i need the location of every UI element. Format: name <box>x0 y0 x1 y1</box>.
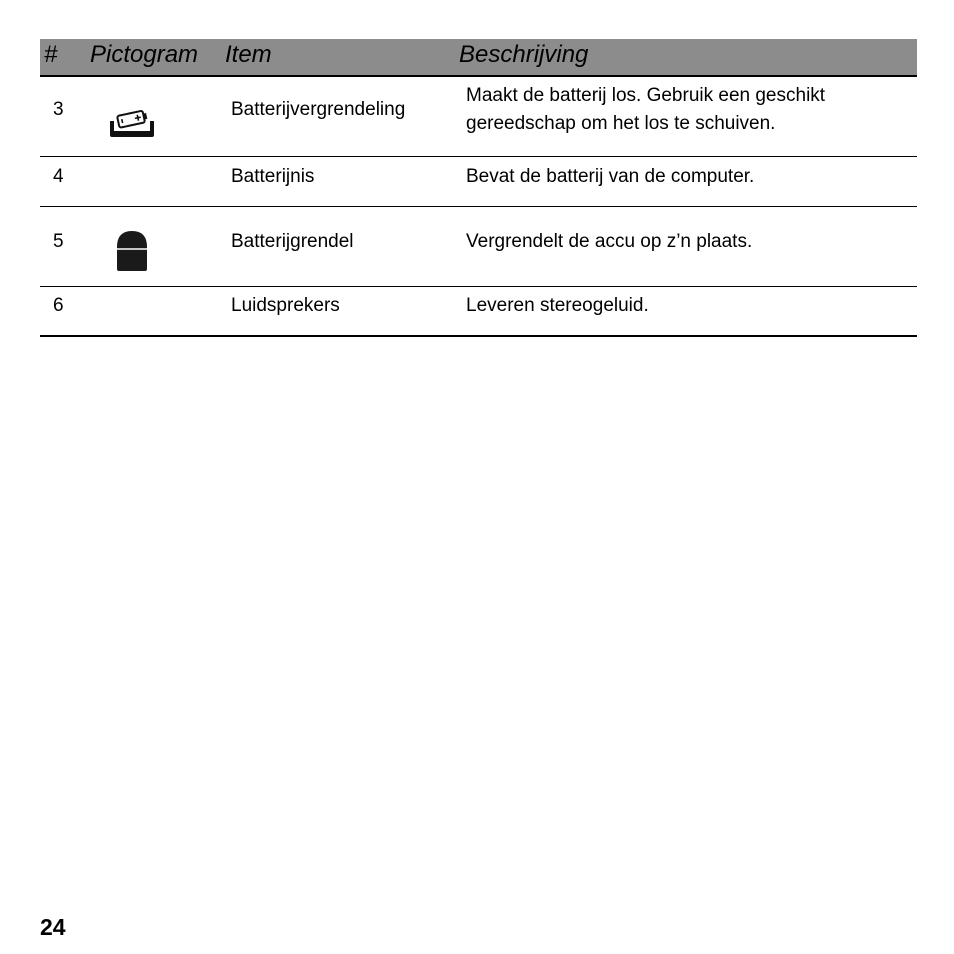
row-number: 6 <box>53 295 64 316</box>
row-item: Batterijnis <box>231 166 315 187</box>
header-pictogram: Pictogram <box>90 41 199 68</box>
header-number: # <box>44 41 58 68</box>
table-row <box>40 157 917 207</box>
battery-release-icon <box>108 107 156 148</box>
row-description: Leveren stereogeluid. <box>466 295 649 316</box>
row-number: 5 <box>53 231 64 252</box>
page-number: 24 <box>40 914 66 940</box>
row-description: Vergrendelt de accu op z’n plaats. <box>466 231 753 252</box>
info-table <box>40 39 917 337</box>
lock-icon <box>115 229 149 282</box>
row-number: 4 <box>53 166 64 187</box>
row-item: Batterijvergrendeling <box>231 99 406 120</box>
table-header <box>40 39 917 77</box>
row-item: Luidsprekers <box>231 295 340 316</box>
table-row <box>40 77 917 157</box>
row-description: Bevat de batterij van de computer. <box>466 166 755 187</box>
header-description: Beschrijving <box>459 41 589 68</box>
row-item: Batterijgrendel <box>231 231 354 252</box>
row-number: 3 <box>53 99 64 120</box>
table-row <box>40 287 917 337</box>
header-item: Item <box>225 41 272 68</box>
row-description: Maakt de batterij los. Gebruik een geschikt gereedschap om het los te schuiven. <box>466 85 826 134</box>
table-row <box>40 207 917 287</box>
